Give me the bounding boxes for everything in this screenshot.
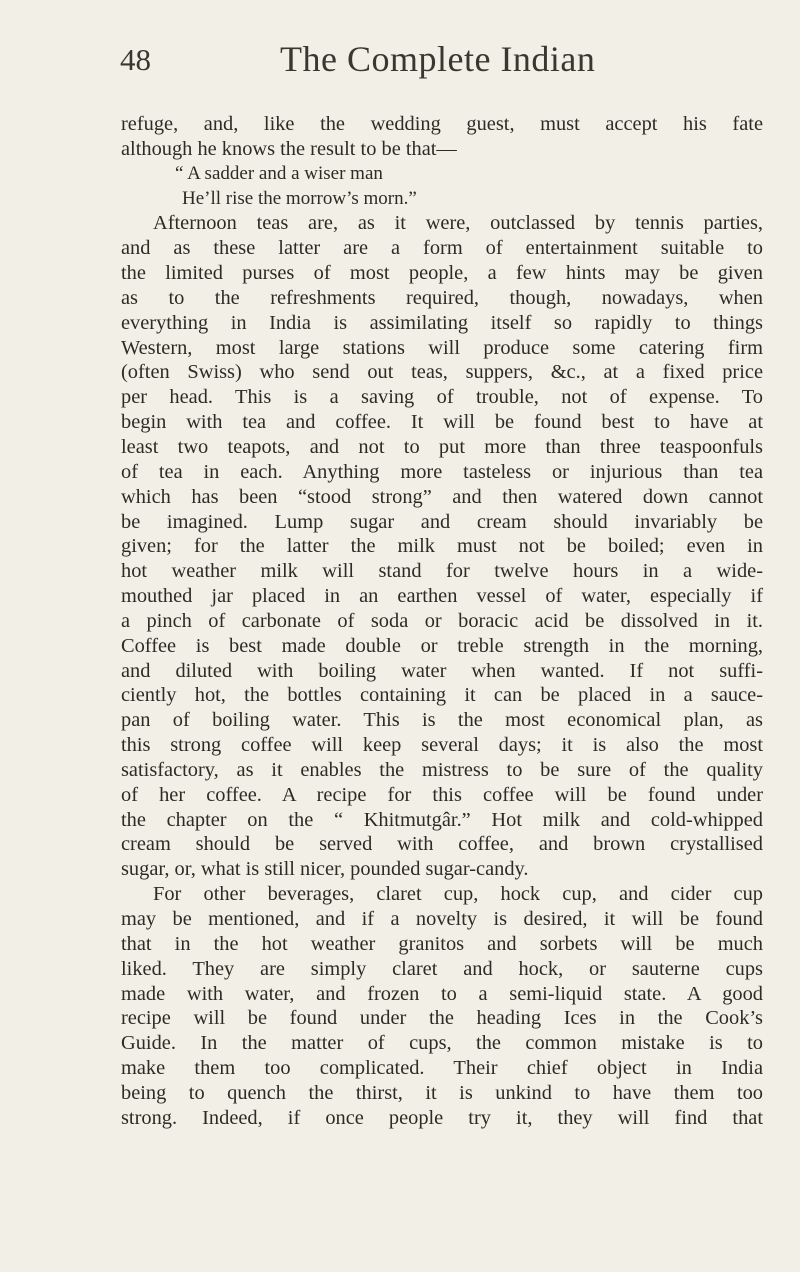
text-line: being to quench the thirst, it is unkind to have them too [121,1081,763,1104]
text-line: sugar, or, what is still nicer, pounded sugar-candy. [121,858,529,881]
text-line: made with water, and frozen to a semi-liquid state. A good [121,982,763,1005]
text-line: For other beverages, claret cup, hock cup, and cider cup [153,883,763,906]
text-line: be imagined. Lump sugar and cream should invariably be [121,510,763,533]
text-line: ciently hot, the bottles containing it can be placed in a sauce- [121,684,763,707]
text-line: Guide. In the matter of cups, the common mistake is to [121,1032,763,1055]
text-line: pan of boiling water. This is the most economical plan, as [121,709,763,732]
text-line: Coffee is best made double or treble strength in the morning, [121,634,763,657]
text-line: Western, most large stations will produce some catering firm [121,336,763,359]
text-line: everything in India is assimilating itself so rapidly to things [121,311,763,334]
text-line: may be mentioned, and if a novelty is desired, it will be found [121,908,763,930]
text-line: and diluted with boiling water when wanted. If not suffi- [121,659,763,682]
body-text [121,112,763,1131]
text-line: per head. This is a saving of trouble, not of expense. To [121,386,763,409]
page-number: 48 [120,42,151,77]
text-line: the limited purses of most people, a few hints may be given [121,262,763,285]
text-line: of her coffee. A recipe for this coffee will be found under [121,783,763,806]
text-line: make them too complicated. Their chief object in India [121,1057,763,1080]
text-line: Afternoon teas are, as it were, outclassed by tennis parties, [153,212,763,235]
text-line: least two teapots, and not to put more than three teaspoonfuls [121,435,763,458]
text-line: strong. Indeed, if once people try it, they will find that [121,1106,763,1129]
text-line: and as these latter are a form of entertainment suitable to [121,237,763,260]
text-line: the chapter on the “ Khitmutgâr.” Hot milk and cold-whipped [121,808,763,831]
text-line: although he knows the result to be that— [121,137,457,160]
text-line: as to the refreshments required, though, nowadays, when [121,286,763,309]
verse-line: He’ll rise the morrow’s morn.” [182,187,417,209]
text-line: begin with tea and coffee. It will be found best to have at [121,411,763,434]
verse-line: “ A sadder and a wiser man [175,162,383,184]
text-line: which has been “stood strong” and then watered down cannot [121,485,763,508]
text-line: liked. They are simply claret and hock, or sauterne cups [121,957,763,980]
text-line: satisfactory, as it enables the mistress to be sure of the quality [121,758,763,781]
running-title: The Complete Indian [280,39,596,79]
text-line: this strong coffee will keep several days; it is also the most [121,734,763,757]
text-line: that in the hot weather granitos and sorbets will be much [121,932,763,955]
page-header [120,38,760,88]
text-line: refuge, and, like the wedding guest, must accept his fate [121,113,763,135]
text-line: cream should be served with coffee, and brown crystallised [121,833,763,856]
text-line: mouthed jar placed in an earthen vessel of water, especially if [121,585,763,608]
text-line: (often Swiss) who send out teas, suppers, &c., at a fixed price [121,361,763,384]
text-line: recipe will be found under the heading Ices in the Cook’s [121,1007,763,1030]
text-line: of tea in each. Anything more tasteless or injurious than tea [121,460,763,483]
text-line: hot weather milk will stand for twelve hours in a wide- [121,560,763,583]
text-line: a pinch of carbonate of soda or boracic acid be dissolved in it. [121,609,763,632]
text-line: given; for the latter the milk must not be boiled; even in [121,535,763,558]
